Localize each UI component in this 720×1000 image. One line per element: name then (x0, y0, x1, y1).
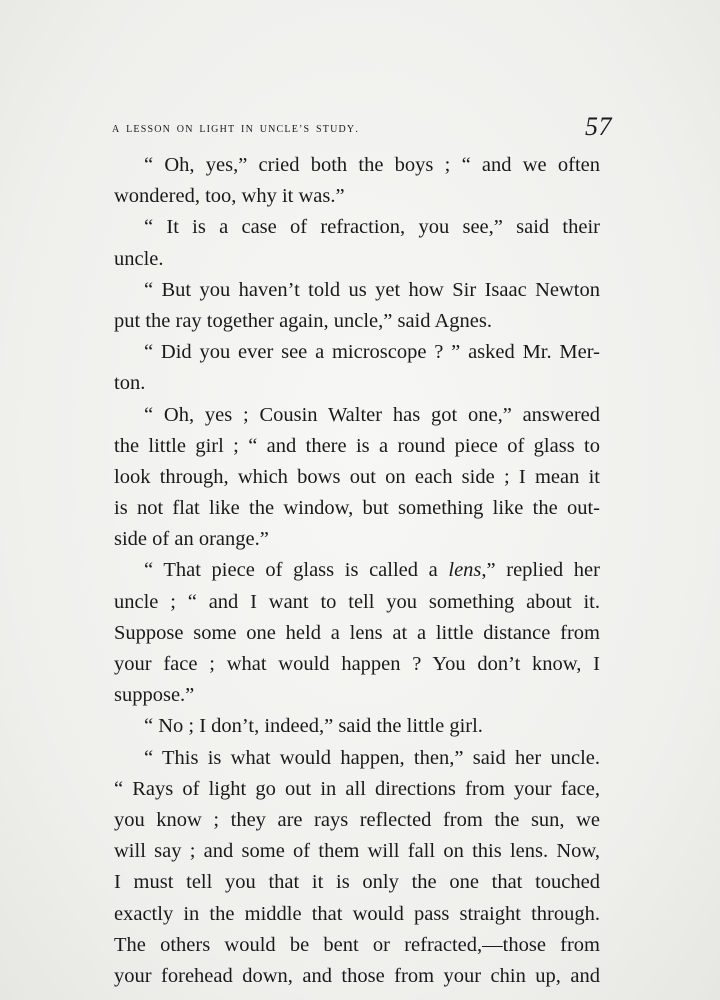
text-line: “ But you haven’t told us yet how Sir Isaac Newton (144, 278, 600, 301)
text-line: will say ; and some of them will fall on this lens. Now, (114, 840, 600, 863)
running-head (112, 112, 612, 148)
text-line: your forehead down, and those from your chin up, and (114, 964, 600, 987)
text-line: the little girl ; “ and there is a round piece of glass to (114, 434, 600, 457)
text-line: “ Oh, yes,” cried both the boys ; “ and we often (144, 154, 600, 176)
text-line: The others would be bent or refracted,—those from (114, 933, 600, 956)
text-line: “ No ; I don’t, indeed,” said the little girl. (144, 715, 483, 738)
running-title: a lesson on light in uncle’s study. (112, 120, 360, 136)
text-line: “ Rays of light go out in all directions from your face, (114, 777, 600, 800)
text-line: look through, which bows out on each side ; I mean it (114, 465, 600, 488)
text-line: exactly in the middle that would pass straight through. (114, 902, 600, 925)
text-line: uncle ; “ and I want to tell you something about it. (114, 590, 600, 613)
text-line: is not flat like the window, but something like the out- (114, 497, 600, 520)
text-line: “ This is what would happen, then,” said her uncle. (144, 746, 600, 769)
text-line: your face ; what would happen ? You don’t know, I (114, 653, 600, 675)
text-line: Suppose some one held a lens at a little distance from (114, 621, 600, 644)
text-line: wondered, too, why it was.” (114, 185, 345, 208)
text-line: suppose.” (114, 684, 195, 707)
text-line: ton. (114, 372, 146, 395)
text-line: put the ray together again, uncle,” said Agnes. (114, 309, 492, 332)
text-line: side of an orange.” (114, 528, 269, 551)
text-line: I must tell you that it is only the one that touched (114, 871, 600, 894)
text-line: uncle. (114, 247, 164, 270)
text-line: “ Oh, yes ; Cousin Walter has got one,” answered (144, 403, 600, 426)
text-line: you know ; they are rays reflected from the sun, we (114, 808, 600, 831)
text-line: “ Did you ever see a microscope ? ” asked Mr. Mer- (144, 341, 600, 364)
body-text (114, 150, 600, 992)
italic-term: lens (448, 559, 482, 582)
text-line: “ It is a case of refraction, you see,” said their (144, 216, 600, 239)
page-number: 57 (585, 112, 612, 141)
text-line: “ That piece of glass is called a lens,” replied her (144, 559, 600, 582)
